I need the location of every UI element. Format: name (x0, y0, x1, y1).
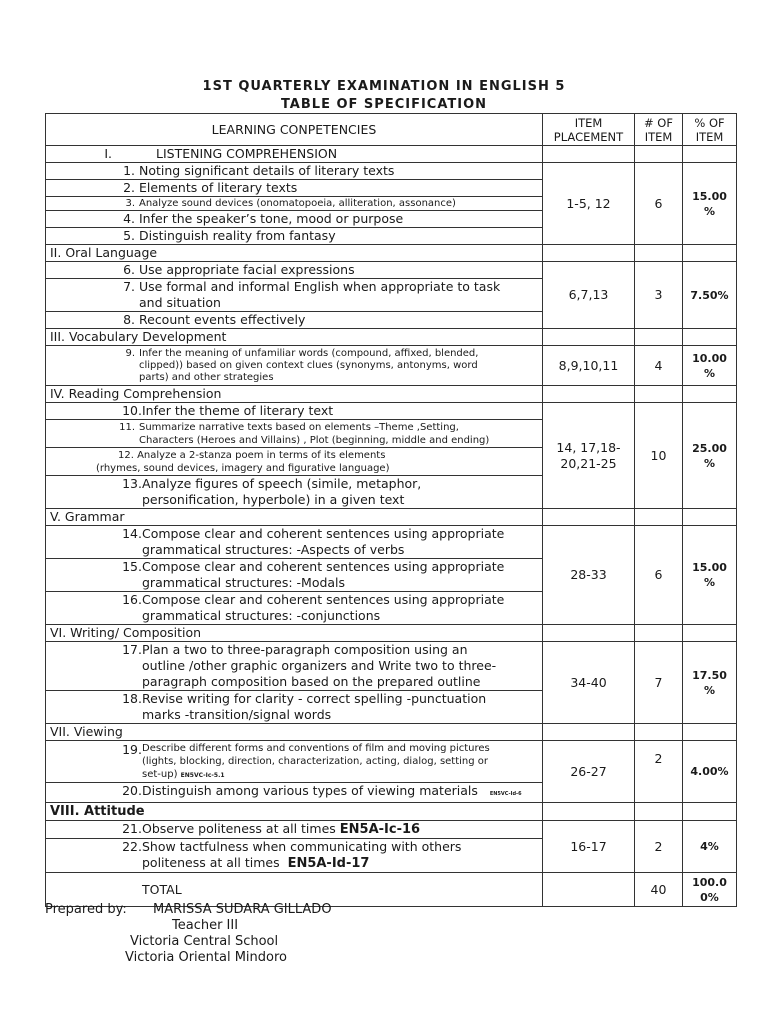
placement-oral: 6,7,13 (543, 262, 635, 329)
percent-vocabulary: 10.00 % (683, 346, 737, 386)
section-vocabulary: III. Vocabulary Development (46, 329, 543, 346)
competency-row: 22. Show tactfulness when communicating with others politeness at all times EN5A-Id-17 (46, 839, 737, 873)
total-label: TOTAL (46, 873, 543, 907)
placement-reading: 14, 17,18- 20,21-25 (543, 403, 635, 509)
competency-row: 16. Compose clear and coherent sentences using appropriate grammatical structures: -conjunctions (46, 592, 737, 625)
header-placement: ITEM PLACEMENT (543, 114, 635, 146)
header-percent: % OF ITEM (683, 114, 737, 146)
placement-viewing: 26-27 (543, 741, 635, 803)
section-row-listening (46, 146, 737, 163)
competency-row: 11. Summarize narrative texts based on elements –Theme ,Setting, Characters (Heroes and Villains) , Plot (beginning, middle and ending) (46, 420, 737, 448)
preparer-school: Victoria Central School (130, 934, 279, 949)
section-reading: IV. Reading Comprehension (46, 386, 543, 403)
section-attitude: VIII. Attitude (46, 803, 543, 821)
preparer-position: Teacher III (172, 918, 239, 933)
prepared-by-label: Prepared by: (45, 902, 127, 917)
header-row (46, 114, 737, 146)
competency-row: 4. Infer the speaker’s tone, mood or purpose (46, 211, 737, 228)
section-row-viewing (46, 724, 737, 741)
competency-code: EN5VC-Ic-5.1 (180, 771, 225, 779)
competency-item: 1. Noting significant details of literary texts (123, 163, 395, 178)
count-listening: 6 (635, 163, 683, 245)
total-percent: 100.0 0% (683, 873, 737, 907)
count-viewing: 2 (635, 741, 683, 803)
count-vocabulary: 4 (635, 346, 683, 386)
competency-row: 10. Infer the theme of literary text 14, 17,18- 20,21-25 10 25.00 % (46, 403, 737, 420)
competency-row: 8. Recount events effectively (46, 312, 737, 329)
percent-reading: 25.00 % (683, 403, 737, 509)
placement-vocabulary: 8,9,10,11 (543, 346, 635, 386)
competency-code: EN5A-Id-17 (287, 856, 370, 871)
placement-grammar: 28-33 (543, 526, 635, 625)
placement-writing: 34-40 (543, 642, 635, 724)
count-reading: 10 (635, 403, 683, 509)
competency-code: EN5A-Ic-16 (339, 822, 421, 837)
competency-row: 18. Revise writing for clarity - correct spelling -punctuation marks -transition/signal words (46, 691, 737, 724)
section-oral-language: II. Oral Language (46, 245, 543, 262)
competency-row (46, 163, 737, 180)
competency-row: 17. Plan a two to three-paragraph composition using an outline /other graphic organizers and Write two to three- paragraph composition based on the prepared outline 34-40 7 17.50 % (46, 642, 737, 691)
count-oral: 3 (635, 262, 683, 329)
section-writing: VI. Writing/ Composition (46, 625, 543, 642)
competency-row: 14. Compose clear and coherent sentences using appropriate grammatical structures: -Aspects of verbs 28-33 6 15.00 % (46, 526, 737, 559)
count-grammar: 6 (635, 526, 683, 625)
competency-row: 7. Use formal and informal English when appropriate to task and situation (46, 279, 737, 312)
competency-row: 3. Analyze sound devices (onomatopoeia, alliteration, assonance) (46, 197, 737, 211)
section-grammar: V. Grammar (46, 509, 543, 526)
competency-row: 21. Observe politeness at all times EN5A-Ic-16 16-17 2 4% (46, 821, 737, 839)
percent-grammar: 15.00 % (683, 526, 737, 625)
total-row (46, 873, 737, 907)
competency-row: 6. Use appropriate facial expressions 6,7,13 3 7.50% (46, 262, 737, 279)
percent-writing: 17.50 % (683, 642, 737, 724)
competency-row: 19. Describe different forms and conventions of film and moving pictures (lights, blocking, direction, characterization, acting, dialog, setting or set-up) EN5VC-Ic-5.1 26-27 2 4.00% (46, 741, 737, 783)
section-row-attitude (46, 803, 737, 821)
specification-table (45, 113, 737, 907)
competency-row: 2. Elements of literary texts (46, 180, 737, 197)
section-row-reading (46, 386, 737, 403)
competency-row: 5. Distinguish reality from fantasy (46, 228, 737, 245)
placement-attitude: 16-17 (543, 821, 635, 873)
section-row-grammar (46, 509, 737, 526)
percent-attitude: 4% (683, 821, 737, 873)
percent-viewing: 4.00% (683, 741, 737, 803)
competency-row: 15. Compose clear and coherent sentences using appropriate grammatical structures: -Modals (46, 559, 737, 592)
count-writing: 7 (635, 642, 683, 724)
competency-row: 9. Infer the meaning of unfamiliar words (compound, affixed, blended, clipped)) based on given context clues (synonyms, antonyms, word parts) and other strategies 8,9,10,11 4 10.00 % (46, 346, 737, 386)
preparer-location: Victoria Oriental Mindoro (125, 950, 287, 965)
count-attitude: 2 (635, 821, 683, 873)
competency-row: 20. Distinguish among various types of viewing materials EN5VC-Id-6 (46, 783, 737, 803)
header-competencies: LEARNING CONPETENCIES (46, 114, 543, 146)
competency-row: 13. Analyze figures of speech (simile, metaphor, personification, hyperbole) in a given text (46, 476, 737, 509)
exam-title: 1ST QUARTERLY EXAMINATION IN ENGLISH 5 (202, 79, 566, 94)
competency-row: 12. Analyze a 2-stanza poem in terms of its elements (rhymes, sound devices, imagery and figurative language) (46, 448, 737, 476)
total-items: 40 (635, 873, 683, 907)
section-viewing: VII. Viewing (46, 724, 543, 741)
section-row-oral (46, 245, 737, 262)
preparer-name: MARISSA SUDARA GILLADO (153, 902, 332, 917)
percent-oral: 7.50% (683, 262, 737, 329)
percent-listening: 15.00 % (683, 163, 737, 245)
section-listening: I. LISTENING COMPREHENSION (46, 146, 543, 163)
section-row-vocabulary (46, 329, 737, 346)
section-row-writing (46, 625, 737, 642)
competency-code: EN5VC-Id-6 (489, 791, 522, 797)
header-items: # OF ITEM (635, 114, 683, 146)
placement-listening: 1-5, 12 (543, 163, 635, 245)
table-title: TABLE OF SPECIFICATION (280, 97, 488, 112)
